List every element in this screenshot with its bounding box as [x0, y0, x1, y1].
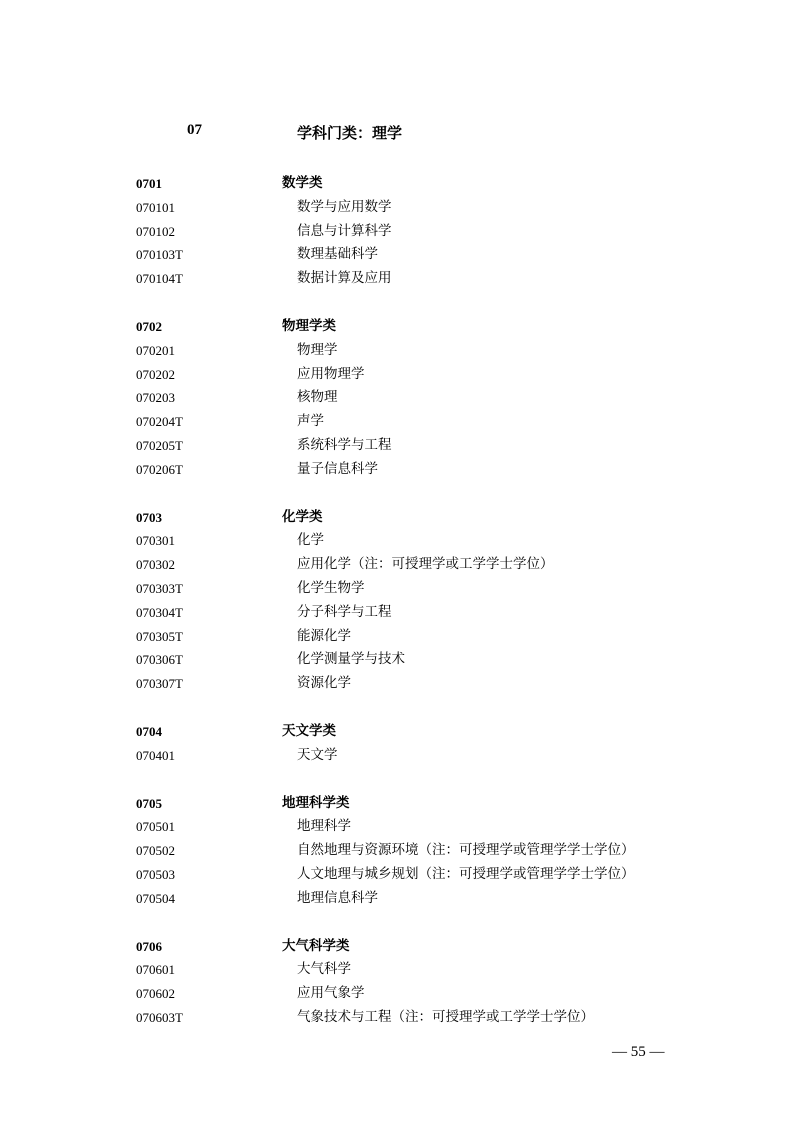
group-name: 数学类 — [282, 175, 323, 191]
major-row — [0, 982, 800, 1006]
group-header-row — [0, 720, 800, 744]
major-name: 数学与应用数学 — [297, 198, 392, 215]
major-row — [0, 577, 800, 601]
major-name: 量子信息科学 — [297, 460, 378, 477]
major-code: 070603T — [136, 1009, 183, 1025]
subject-group — [0, 720, 800, 768]
group-header-row — [0, 792, 800, 816]
major-name: 地理科学 — [297, 818, 351, 835]
group-name: 大气科学类 — [282, 937, 350, 954]
major-code: 070503 — [136, 866, 175, 882]
major-row — [0, 625, 800, 649]
major-row — [0, 267, 800, 291]
major-row — [0, 863, 800, 887]
major-code: 070202 — [136, 366, 175, 382]
major-code: 070303T — [136, 580, 183, 596]
major-name: 气象技术与工程（注：可授理学或工学学士学位） — [297, 1008, 594, 1025]
category-title: 学科门类：理学 — [297, 124, 403, 142]
major-row — [0, 434, 800, 458]
major-code: 070206T — [136, 461, 183, 477]
major-name: 自然地理与资源环境（注：可授理学或管理学学士学位） — [297, 842, 635, 859]
major-code: 070204T — [136, 414, 183, 430]
major-row — [0, 196, 800, 220]
major-code: 070205T — [136, 437, 183, 453]
major-code: 070102 — [136, 223, 175, 239]
major-code: 070104T — [136, 271, 183, 287]
page-number: — 55 — — [612, 1044, 665, 1060]
group-code: 0704 — [136, 723, 162, 739]
major-code: 070305T — [136, 628, 183, 644]
major-row — [0, 363, 800, 387]
major-code: 070203 — [136, 390, 175, 406]
major-row — [0, 220, 800, 244]
major-row — [0, 458, 800, 482]
major-name: 数理基础科学 — [297, 246, 378, 263]
major-code: 070101 — [136, 199, 175, 215]
major-row — [0, 958, 800, 982]
major-name: 天文学 — [297, 746, 338, 763]
group-name: 地理科学类 — [282, 794, 350, 811]
major-row — [0, 672, 800, 696]
group-code: 0702 — [136, 318, 162, 334]
major-name: 物理学 — [297, 341, 338, 358]
major-name: 核物理 — [297, 389, 338, 406]
major-code: 070306T — [136, 652, 183, 668]
major-name: 应用物理学 — [297, 365, 365, 382]
category-header — [0, 122, 800, 144]
group-code: 0705 — [136, 795, 162, 811]
major-code: 070502 — [136, 843, 175, 859]
major-row — [0, 744, 800, 768]
subject-group — [0, 172, 800, 291]
major-row — [0, 339, 800, 363]
group-header-row — [0, 172, 800, 196]
major-row — [0, 815, 800, 839]
major-code: 070304T — [136, 604, 183, 620]
major-name: 应用化学（注：可授理学或工学学士学位） — [297, 556, 554, 573]
group-code: 0703 — [136, 509, 162, 525]
major-row — [0, 1006, 800, 1030]
major-code: 070504 — [136, 890, 175, 906]
major-code: 070501 — [136, 819, 175, 835]
major-code: 070103T — [136, 247, 183, 263]
group-name: 天文学类 — [282, 722, 336, 739]
major-name: 信息与计算科学 — [297, 222, 392, 239]
group-name: 化学类 — [282, 508, 323, 525]
major-row — [0, 887, 800, 911]
major-name: 人文地理与城乡规划（注：可授理学或管理学学士学位） — [297, 865, 635, 882]
major-code: 070302 — [136, 557, 175, 573]
subject-group — [0, 315, 800, 482]
group-header-row — [0, 935, 800, 959]
major-name: 化学生物学 — [297, 579, 365, 596]
major-row — [0, 386, 800, 410]
major-row — [0, 648, 800, 672]
major-row — [0, 529, 800, 553]
major-name: 化学测量学与技术 — [297, 651, 405, 668]
major-name: 能源化学 — [297, 627, 351, 644]
group-name: 物理学类 — [282, 317, 336, 334]
major-row — [0, 839, 800, 863]
major-row — [0, 553, 800, 577]
major-name: 声学 — [297, 413, 324, 430]
major-code: 070201 — [136, 342, 175, 358]
major-code: 070307T — [136, 676, 183, 692]
major-list — [0, 172, 800, 1054]
major-code: 070401 — [136, 747, 175, 763]
major-name: 数据计算及应用 — [297, 270, 392, 287]
major-row — [0, 601, 800, 625]
major-row — [0, 243, 800, 267]
major-row — [0, 410, 800, 434]
major-code: 070601 — [136, 962, 175, 978]
subject-group — [0, 792, 800, 911]
group-header-row — [0, 315, 800, 339]
major-name: 化学 — [297, 532, 324, 549]
subject-group — [0, 506, 800, 696]
group-code: 0706 — [136, 938, 162, 954]
major-name: 地理信息科学 — [297, 889, 378, 906]
major-code: 070301 — [136, 533, 175, 549]
subject-group — [0, 935, 800, 1030]
major-name: 分子科学与工程 — [297, 603, 392, 620]
major-name: 系统科学与工程 — [297, 436, 392, 453]
major-name: 资源化学 — [297, 675, 351, 692]
major-name: 大气科学 — [297, 961, 351, 978]
group-code: 0701 — [136, 176, 162, 191]
major-code: 070602 — [136, 986, 175, 1002]
category-code: 07 — [187, 122, 202, 138]
major-name: 应用气象学 — [297, 985, 365, 1002]
group-header-row — [0, 506, 800, 530]
